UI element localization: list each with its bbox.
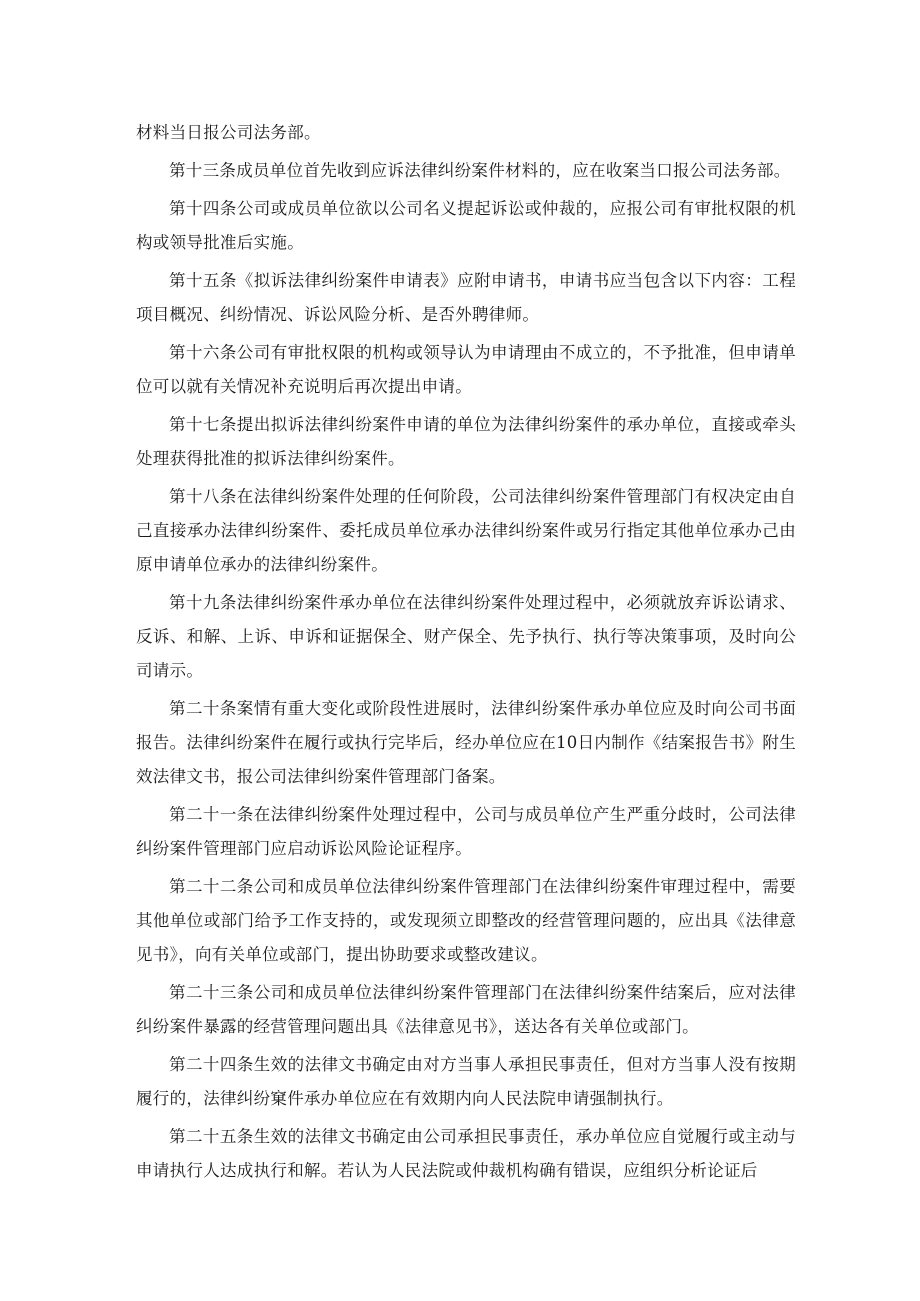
- article-24: 第二十四条生效的法律文书确定由对方当事人承担民事责任，但对方当事人没有按期履行的，法律纠纷窠件承办单位应在有效期内向人民法院申请强制执行。: [136, 1055, 796, 1108]
- document-body: [136, 116, 796, 1192]
- paragraph-continuation: 材料当日报公司法务部。: [136, 123, 321, 142]
- article-14: 第十四条公司或成员单位欲以公司名义提起诉讼或仲裁的，应报公司有审批权限的机构或领导批准后实施。: [136, 199, 796, 252]
- article-16: 第十六条公司有审批权限的机构或领导认为申请理由不成立的，不予批准，但申请单位可以就有关情况补充说明后再次提出申请。: [136, 343, 796, 396]
- article-23: 第二十三条公司和成员单位法律纠纷案件管理部门在法律纠纷案件结案后，应对法律纠纷案件暴露的经营管理问题出具《法律意见书》，送达各有关单位或部门。: [136, 983, 796, 1036]
- article-19: 第十九条法律纠纷案件承办单位在法律纠纷案件处理过程中，必须就放弃诉讼请求、反诉、和解、上诉、申诉和证据保全、财产保全、先予执行、执行等决策事项，及时向公司请示。: [136, 593, 796, 680]
- article-25: 第二十五条生效的法律文书确定由公司承担民事责任，承办单位应自觉履行或主动与申请执行人达成执行和解。若认为人民法院或仲裁机构确有错误，应组织分析论证后: [136, 1127, 796, 1180]
- article-20: 第二十条案情有重大变化或阶段性进展时，法律纠纷案件承办单位应及时向公司书面报告。法律纠纷案件在履行或执行完毕后，经办单位应在10日内制作《结案报告书》附生效法律文书，报公司法律纠纷案件管理部门备案。: [136, 699, 796, 786]
- article-22: 第二十二条公司和成员单位法律纠纷案件管理部门在法律纠纷案件审理过程中，需要其他单位或部门给予工作支持的，或发现须立即整改的经营管理问题的，应出具《法律意见书》，向有关单位或部门，提出协助要求或整改建议。: [136, 877, 796, 964]
- article-15: 第十五条《拟诉法律纠纷案件申请表》应附申请书，申请书应当包含以下内容：工程项目概况、纠纷情况、诉讼风险分析、是否外聘律师。: [136, 271, 796, 324]
- article-18: 第十八条在法律纠纷案件处理的任何阶段，公司法律纠纷案件管理部门有权决定由自己直接承办法律纠纷案件、委托成员单位承办法律纠纷案件或另行指定其他单位承办己由原申请单位承办的法律纠纷案件。: [136, 487, 796, 574]
- article-17: 第十七条提出拟诉法律纠纷案件申请的单位为法律纠纷案件的承办单位，直接或牵头处理获得批准的拟诉法律纠纷案件。: [136, 415, 796, 468]
- article-21: 第二十一条在法律纠纷案件处理过程中，公司与成员单位产生严重分歧时，公司法律纠纷案件管理部门应启动诉讼风险论证程序。: [136, 805, 796, 858]
- article-13: 第十三条成员单位首先收到应诉法律纠纷案件材料的，应在收案当口报公司法务部。: [169, 161, 791, 180]
